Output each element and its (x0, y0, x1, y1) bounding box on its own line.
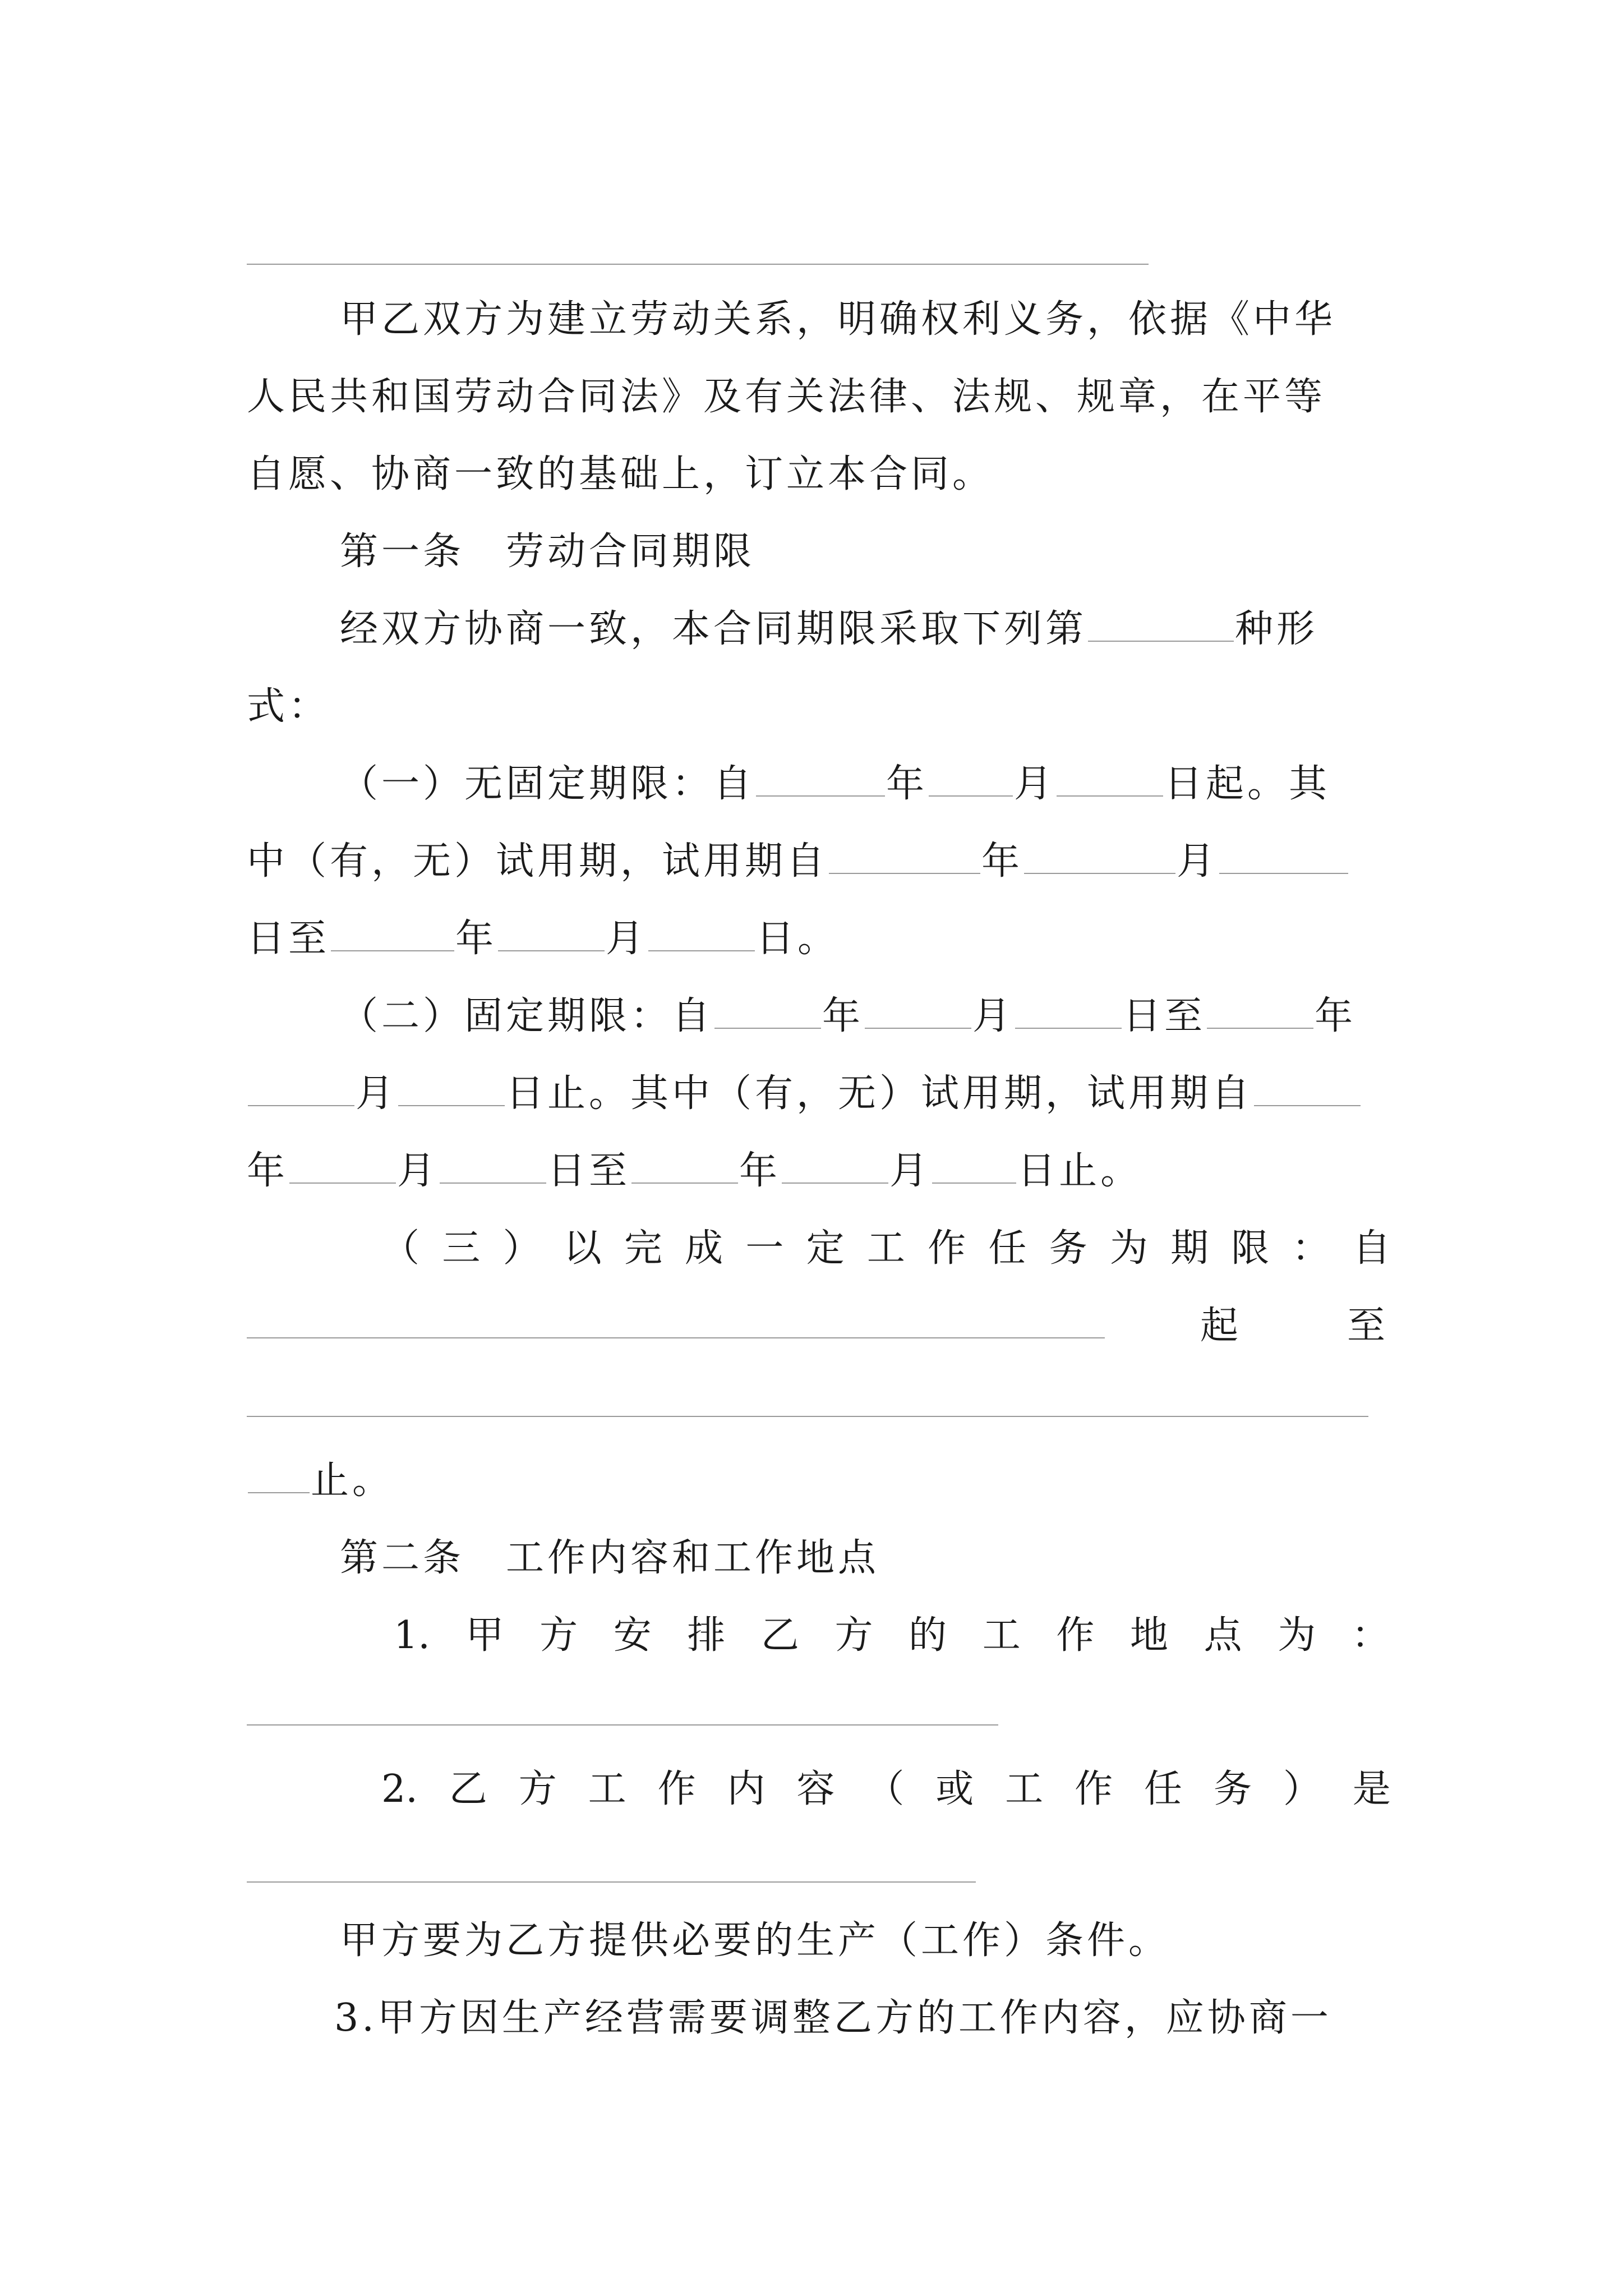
day-to-label: 日至 (1123, 994, 1206, 1038)
item3-char: 一 (745, 1226, 784, 1271)
year-label: 年 (886, 762, 928, 806)
item-char: 方 (518, 1767, 557, 1811)
top-blank-line (247, 264, 1149, 265)
item1-start-month-blank[interactable] (929, 762, 1013, 797)
item3-char: 以 (563, 1226, 602, 1271)
item3-end-label: 止。 (311, 1458, 394, 1503)
item1-line1 (340, 762, 1330, 807)
item-char: ） (1283, 1767, 1321, 1811)
item-char: 2. (381, 1767, 418, 1811)
article1-line1 (340, 607, 1318, 652)
item-char: 工 (1005, 1767, 1044, 1811)
item-char: 地 (1129, 1613, 1168, 1658)
item2-start-year-blank[interactable] (714, 994, 821, 1029)
item-char: 乙 (449, 1767, 487, 1811)
month-label: 月 (1014, 762, 1056, 806)
article1-heading: 第一条 劳动合同期限 (340, 530, 755, 574)
item2-probation-end-year-blank[interactable] (631, 1149, 738, 1184)
intro-line-3: 自愿、协商一致的基础上，订立本合同。 (247, 452, 994, 496)
item1-probation-day-blank[interactable] (1219, 839, 1348, 874)
probation-text: 中（有，无）试用期，试用期自 (247, 839, 828, 884)
item2-probation-day-blank[interactable] (440, 1149, 546, 1184)
month-label: 月 (606, 917, 648, 961)
item1-end-day-blank[interactable] (648, 917, 755, 951)
item2-start-month-blank[interactable] (865, 994, 971, 1029)
work-location-blank[interactable] (247, 1724, 998, 1726)
item2-probation-end-month-blank[interactable] (782, 1149, 888, 1184)
item2-end-day-blank[interactable] (398, 1071, 505, 1106)
item1-probation-month-blank[interactable] (1024, 839, 1175, 874)
item-char: 方 (834, 1613, 873, 1658)
item-char: 内 (727, 1767, 766, 1811)
item-char: 或 (935, 1767, 974, 1811)
item-char: 点 (1204, 1613, 1242, 1658)
item3-char: ： (1292, 1226, 1330, 1271)
article1-line1-tail: 种形 (1235, 607, 1318, 651)
day-label: 日起。其 (1164, 762, 1331, 806)
item3-line1 (381, 1226, 1391, 1271)
article2-item1 (394, 1613, 1390, 1658)
item3-to-label: 至 (1347, 1304, 1389, 1348)
probation-text: 日止。其中（有，无）试用期，试用期自 (506, 1071, 1253, 1116)
article2-item2 (381, 1767, 1391, 1812)
item2-end-year-blank[interactable] (1207, 994, 1313, 1029)
item2-probation-year-blank[interactable] (1254, 1071, 1361, 1106)
item-char: 作 (657, 1767, 696, 1811)
item-char: 1. (394, 1613, 430, 1658)
item1-start-day-blank[interactable] (1057, 762, 1163, 797)
item2-label: （二）固定期限：自 (340, 994, 714, 1038)
year-label: 年 (739, 1149, 781, 1193)
item1-start-year-blank[interactable] (756, 762, 885, 797)
item3-char: 完 (624, 1226, 662, 1271)
item3-char: 定 (806, 1226, 845, 1271)
day-label: 日。 (756, 917, 840, 961)
year-label: 年 (822, 994, 864, 1038)
item-char: 排 (687, 1613, 726, 1658)
day-to-label: 日至 (547, 1149, 631, 1193)
item3-char: 限 (1231, 1226, 1270, 1271)
item3-char: 为 (1109, 1226, 1148, 1271)
item3-start-blank[interactable] (247, 1337, 1105, 1338)
article2-heading: 第二条 工作内容和工作地点 (340, 1536, 880, 1580)
item3-char: 任 (988, 1226, 1027, 1271)
month-label: 月 (972, 994, 1015, 1038)
item3-char: 三 (442, 1226, 481, 1271)
item1-end-month-blank[interactable] (498, 917, 605, 951)
item-char: 方 (540, 1613, 578, 1658)
item-char: （ (866, 1767, 905, 1811)
article2-condition: 甲方要为乙方提供必要的生产（工作）条件。 (340, 1918, 1170, 1963)
article2-item3: 3.甲方因生产经营需要调整乙方的工作内容，应协商一 (334, 1996, 1332, 2040)
month-label: 月 (397, 1149, 439, 1193)
year-label: 年 (981, 839, 1023, 884)
item3-start-label: 起 (1200, 1304, 1242, 1348)
item-char: 的 (909, 1613, 947, 1658)
item2-probation-end-day-blank[interactable] (932, 1149, 1016, 1184)
day-end-label: 日止。 (1017, 1149, 1142, 1193)
day-to-label: 日至 (247, 917, 330, 961)
item2-probation-month-blank[interactable] (289, 1149, 396, 1184)
item1-end-year-blank[interactable] (331, 917, 454, 951)
item3-char: 期 (1170, 1226, 1209, 1271)
item2-line2 (247, 1071, 1362, 1116)
year-label: 年 (1315, 994, 1357, 1038)
item-char: 任 (1144, 1767, 1183, 1811)
item-char: 作 (1075, 1767, 1113, 1811)
item-char: 工 (982, 1613, 1021, 1658)
item-char: 务 (1213, 1767, 1252, 1811)
item-char: 乙 (760, 1613, 799, 1658)
article1-line1-text: 经双方协商一致，本合同期限采取下列第 (340, 607, 1087, 651)
item-char: 安 (613, 1613, 652, 1658)
item-char: 作 (1056, 1613, 1095, 1658)
article1-line2: 式： (247, 684, 330, 729)
item3-char: 自 (1352, 1226, 1391, 1271)
item1-probation-year-blank[interactable] (829, 839, 980, 874)
work-content-blank[interactable] (247, 1881, 976, 1883)
item1-label: （一）无固定期限：自 (340, 762, 755, 806)
year-label: 年 (455, 917, 497, 961)
item-char: 容 (796, 1767, 835, 1811)
item2-start-day-blank[interactable] (1015, 994, 1122, 1029)
item-char: 为 (1278, 1613, 1316, 1658)
intro-line-2: 人民共和国劳动合同法》及有关法律、法规、规章，在平等 (247, 375, 1326, 419)
year-label: 年 (247, 1149, 289, 1193)
item-char: ： (1351, 1613, 1390, 1658)
item3-end-blank-tail[interactable] (248, 1458, 310, 1493)
month-label: 月 (1177, 839, 1219, 884)
item3-char: 工 (866, 1226, 905, 1271)
item2-end-month-blank[interactable] (248, 1071, 354, 1106)
item2-line3 (247, 1149, 1142, 1194)
form-choice-blank[interactable] (1088, 607, 1234, 642)
item-char: 工 (588, 1767, 626, 1811)
intro-line-1: 甲乙双方为建立劳动关系，明确权利义务，依据《中华 (340, 297, 1336, 342)
item-char: 是 (1352, 1767, 1391, 1811)
month-label: 月 (889, 1149, 932, 1193)
item-char: 甲 (465, 1613, 504, 1658)
month-label: 月 (356, 1071, 398, 1116)
item3-char: 成 (685, 1226, 723, 1271)
item1-line3 (247, 917, 839, 961)
item1-line2 (247, 839, 1349, 884)
item3-line4 (247, 1458, 394, 1503)
item3-char: ） (502, 1226, 541, 1271)
item2-line1 (340, 994, 1356, 1039)
item3-char: 作 (928, 1226, 966, 1271)
item3-char: 务 (1049, 1226, 1087, 1271)
item3-char: （ (381, 1226, 420, 1271)
item3-end-blank[interactable] (247, 1416, 1368, 1417)
